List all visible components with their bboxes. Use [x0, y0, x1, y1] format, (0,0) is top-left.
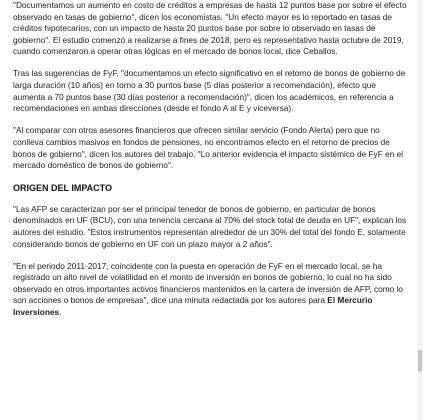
vertical-scrollbar[interactable] — [417, 0, 423, 420]
article-body — [13, 0, 409, 329]
scrollbar-thumb[interactable] — [418, 350, 422, 372]
paragraph-volatility-text: "En el periodo 2011-2017, coincidente con la puesta en operación de FyF en el mercado local, se ha registrado un alto nivel de volatilidad en el monto de inversión en bonos de gobierno, lo cual no ha sido observado en otros importantes activos financieros mantenidos en la cartera de inversión de AFP, como lo son acciones o bonos de empresas", dice una minuta redactada por los autores para — [13, 260, 404, 306]
paragraph-afp-holdings: "Las AFP se caracterizan por ser el principal tenedor de bonos de gobierno, en particular de bonos denominados en UF (BCU), con una tenencia cercana al 70% del stock total de deuda en UF", explican los autores del estudio. "Estos instrumentos representan alrededor de un 30% del total del fondo E, solamente considerando bonos de gobierno en UF con un plazo mayor a 2 años". — [13, 203, 407, 249]
paragraph-volatility — [13, 261, 409, 319]
paragraph-credit-costs: "Documentamos un aumento en costo de créditos a empresas de hasta 12 puntos base por sobre el efecto observado en tasas de gobierno", dicen los economistas. "Un efecto mayor es lo reportado en tasas de créditos hipotecarios, con un impacto de hasta 20 puntos base por sobre lo observado en tasas de gobierno". El estudio comenzó a realizarse a fines de 2018, pero es representativo hasta octubre de 2019, cuando comenzaron a operar otras lógicas en el mercado de bonos local, dice Ceballos. — [13, 0, 407, 57]
paragraph-volatility-end: . — [59, 306, 62, 317]
paragraph-fondo-alerta-comparison: "Al comparar con otros asesores financieros que ofrecen similar servicio (Fondo Alerta) pero que no conlleva cambios masivos en fondos de pensiones, no encontramos efecto en el retorno de precios de bonos de gobierno", dicen los autores del trabajo. "Lo anterior evidencia el impacto sistémico de FyF en el mercado doméstico de bonos de gobierno". — [13, 125, 404, 171]
el-mercurio-inversiones-link[interactable]: El Mercurio Inversiones — [13, 295, 373, 317]
section-heading: ORIGEN DEL IMPACTO — [13, 183, 113, 194]
paragraph-fyf-recommendations: Tras las sugerencias de FyF, "documentamos un efecto significativo en el retorno de bonos de gobierno de larga duración (10 años) en torno a 30 puntos base (5 días posterior a recomendación), efecto que aumenta a 70 puntos base (30 días posterior a recomendación)", dicen los académicos, en referencia a recomendaciones en ambas direcciones (desde el fondo A al E y viceversa). — [13, 68, 406, 114]
